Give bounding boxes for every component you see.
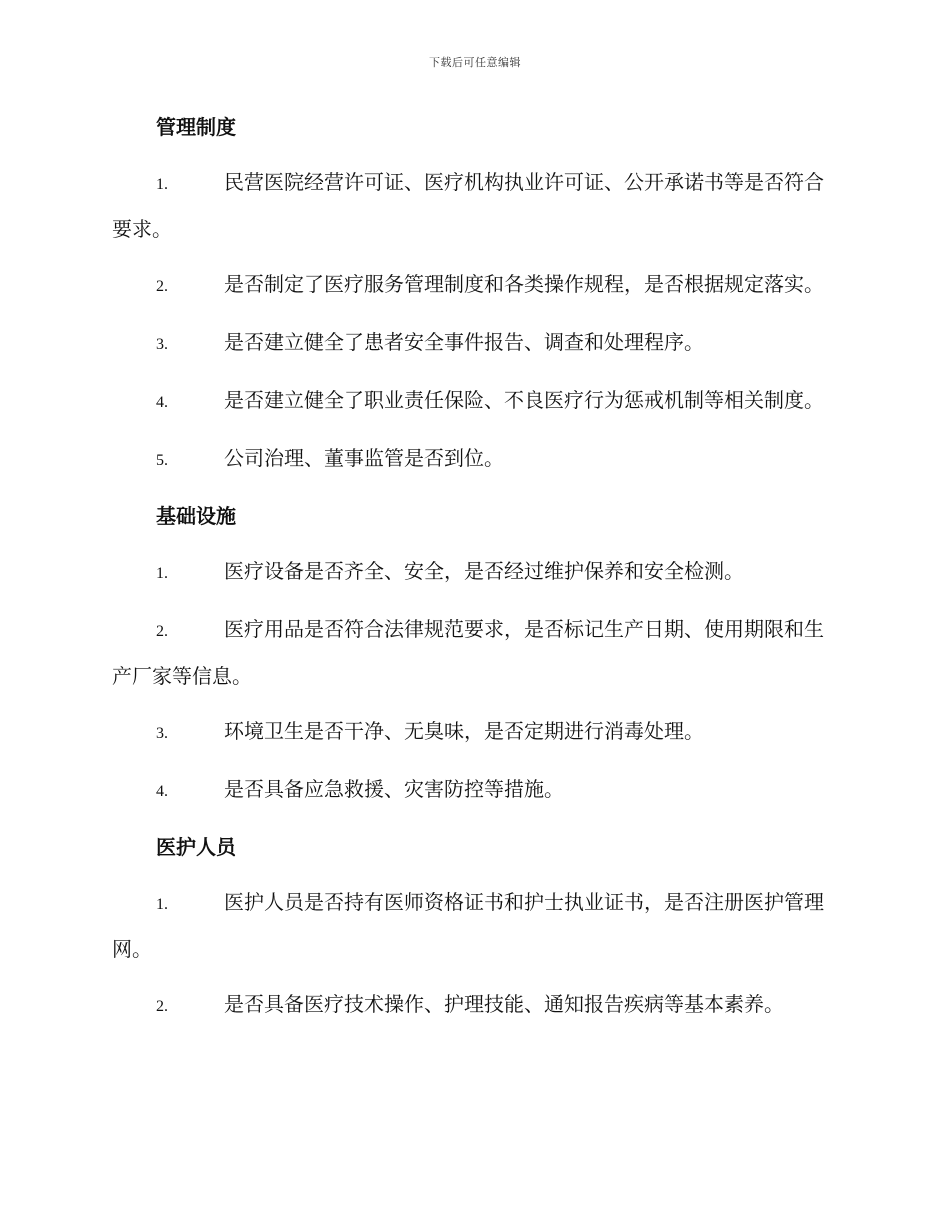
list-item: [112, 262, 834, 309]
list-item: [112, 549, 834, 596]
list-item: [112, 160, 834, 251]
list-item: [112, 880, 834, 971]
section-management: [112, 105, 834, 483]
item-text: 是否具备应急救援、灾害防控等措施。: [224, 777, 564, 801]
document-body: [112, 105, 834, 1029]
section-title: 基础设施: [156, 504, 236, 528]
item-number: 3.: [156, 336, 168, 353]
item-text: 环境卫生是否干净、无臭味，是否定期进行消毒处理。: [224, 719, 704, 743]
item-number: 2.: [156, 278, 168, 295]
item-text: 公司治理、董事监管是否到位。: [224, 446, 504, 470]
page-header: 下载后可任意编辑: [429, 56, 521, 69]
list-item: [112, 436, 834, 483]
list-item: [112, 767, 834, 814]
item-number: 1.: [156, 176, 168, 193]
list-item: [112, 607, 834, 698]
list-item: [112, 709, 834, 756]
section-infrastructure: [112, 494, 834, 814]
item-text: 是否制定了医疗服务管理制度和各类操作规程，是否根据规定落实。: [224, 272, 824, 296]
item-text: 医护人员是否持有医师资格证书和护士执业证书，是否注册医护管理网。: [112, 890, 824, 961]
item-number: 5.: [156, 452, 168, 469]
item-number: 1.: [156, 565, 168, 582]
item-number: 4.: [156, 783, 168, 800]
list-item: [112, 320, 834, 367]
list-item: [112, 378, 834, 425]
item-text: 民营医院经营许可证、医疗机构执业许可证、公开承诺书等是否符合要求。: [112, 170, 824, 241]
item-text: 医疗用品是否符合法律规范要求，是否标记生产日期、使用期限和生产厂家等信息。: [112, 617, 824, 688]
item-text: 是否建立健全了职业责任保险、不良医疗行为惩戒机制等相关制度。: [224, 388, 824, 412]
section-title: 医护人员: [156, 835, 236, 859]
item-text: 是否具备医疗技术操作、护理技能、通知报告疾病等基本素养。: [224, 992, 784, 1016]
list-item: [112, 982, 834, 1029]
section-medical-staff: [112, 825, 834, 1029]
item-number: 1.: [156, 896, 168, 913]
section-title: 管理制度: [156, 115, 236, 139]
item-number: 3.: [156, 725, 168, 742]
item-number: 2.: [156, 623, 168, 640]
item-text: 是否建立健全了患者安全事件报告、调查和处理程序。: [224, 330, 704, 354]
item-text: 医疗设备是否齐全、安全，是否经过维护保养和安全检测。: [224, 559, 744, 583]
item-number: 2.: [156, 998, 168, 1015]
item-number: 4.: [156, 394, 168, 411]
